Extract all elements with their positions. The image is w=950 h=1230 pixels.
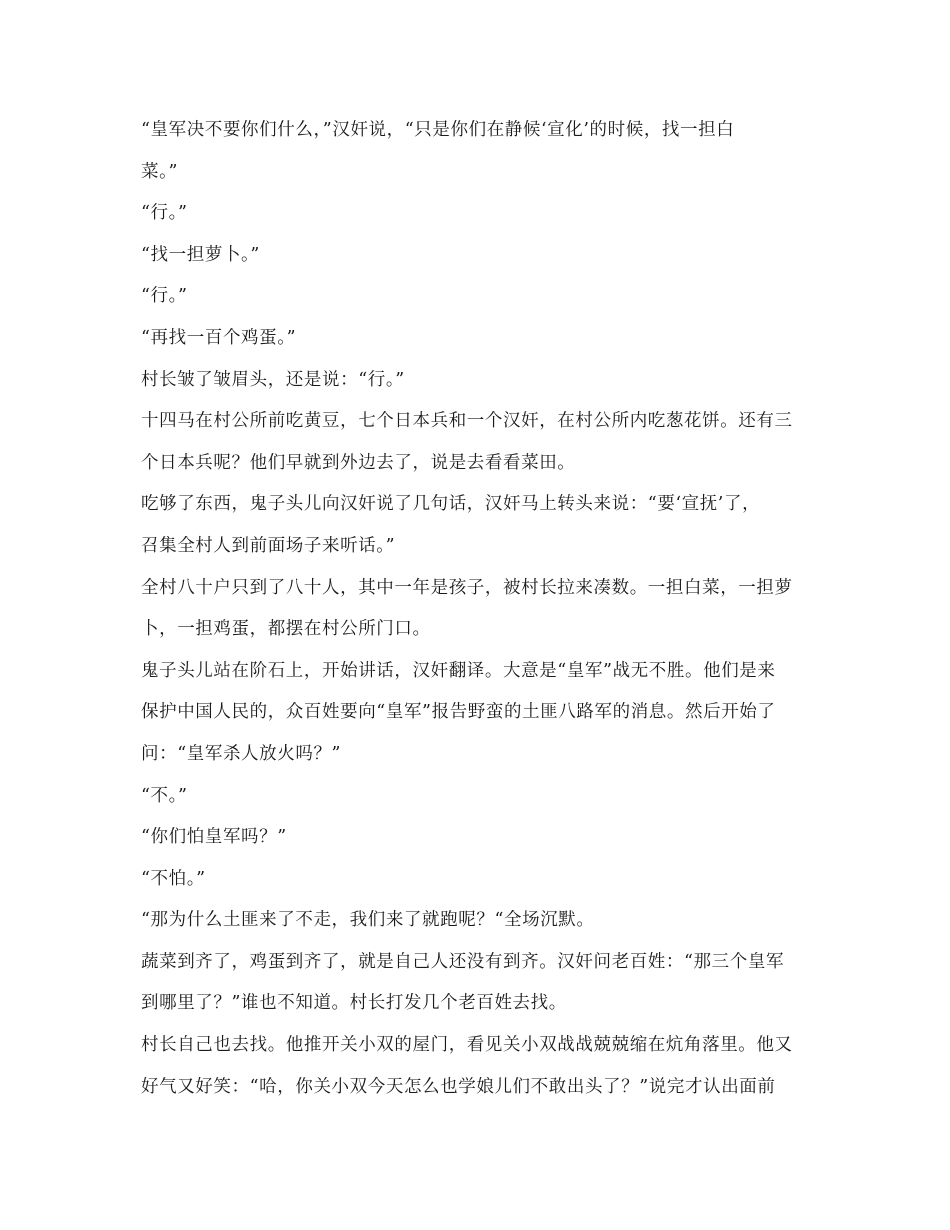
text-line: “再找一百个鸡蛋。”: [141, 327, 297, 348]
text-line: “找一担萝卜。”: [141, 244, 260, 265]
text-line: “不怕。”: [141, 868, 206, 889]
text-line: 鬼子头儿站在阶石上，开始讲话，汉奸翻译。大意是“皇军”战无不胜。他们是来: [141, 660, 776, 681]
text-line: “皇军决不要你们什么，”汉奸说，“只是你们在静候‘宣化’的时候，找一担白: [141, 120, 735, 140]
text-line: 好气又好笑：“哈，你关小双今天怎么也学娘儿们不敢出头了？”说完才认出面前: [141, 1076, 776, 1097]
text-line: 保护中国人民的，众百姓要向“皇军”报告野蛮的土匪八路军的消息。然后开始了: [141, 702, 776, 723]
text-line: 卜，一担鸡蛋，都摆在村公所门口。: [141, 619, 431, 640]
text-line: “你们怕皇军吗？”: [141, 827, 287, 848]
text-line: 蔬菜到齐了，鸡蛋到齐了，就是自己人还没有到齐。汉奸问老百姓：“那三个皇军: [141, 951, 785, 972]
text-line: 十四马在村公所前吃黄豆，七个日本兵和一个汉奸，在村公所内吃葱花饼。还有三: [141, 411, 793, 432]
text-line: 吃够了东西，鬼子头儿向汉奸说了几句话，汉奸马上转头来说：“要‘宣抚’了，: [141, 494, 761, 515]
text-line: “行。”: [141, 286, 188, 307]
text-line: 菜。”: [141, 161, 178, 182]
text-line: 到哪里了？”谁也不知道。村长打发几个老百姓去找。: [141, 993, 567, 1014]
body-text: [141, 110, 813, 1108]
text-line: 全村八十户只到了八十人，其中一年是孩子，被村长拉来凑数。一担白菜，一担萝: [141, 577, 793, 598]
text-line: 个日本兵呢？他们早就到外边去了，说是去看看菜田。: [141, 452, 576, 473]
text-line: “不。”: [141, 785, 188, 806]
text-line: 问：“皇军杀人放火吗？”: [141, 743, 342, 764]
text-line: “行。”: [141, 203, 188, 224]
text-line: “那为什么土匪来了不走，我们来了就跑呢？“全场沉默。: [141, 910, 595, 931]
text-line: 召集全村人到前面场子来听话。”: [141, 535, 396, 556]
text-line: 村长自己也去找。他推开关小双的屋门，看见关小双战战兢兢缩在炕角落里。他又: [141, 1035, 793, 1056]
text-line: 村长皱了皱眉头，还是说：“行。”: [141, 369, 405, 390]
